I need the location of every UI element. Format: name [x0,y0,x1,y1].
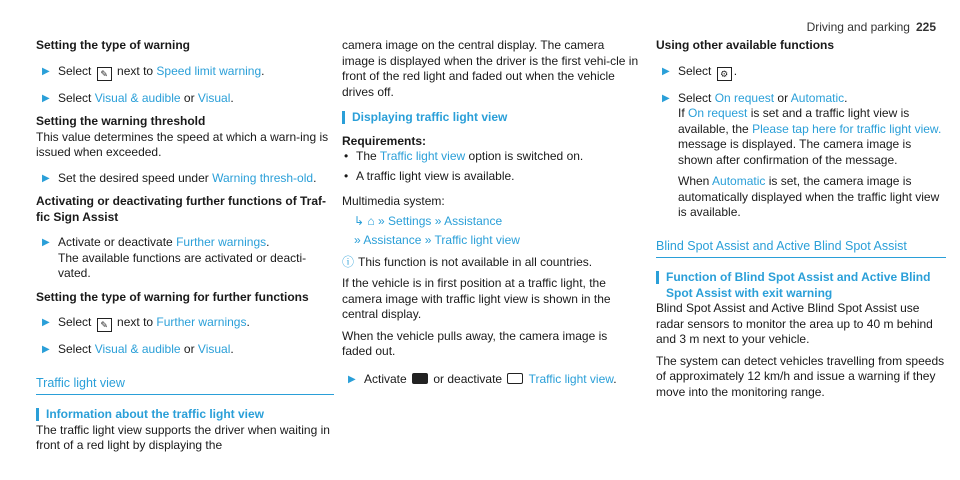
step-text: or [777,90,789,105]
punct: . [261,63,265,78]
note-availability [342,255,640,271]
step-arrow-icon: ▶ [348,373,356,385]
chapter-title: Driving and parking [806,20,910,34]
step-result: The available functions are activated or deacti-vated. [58,250,307,280]
heading-requirements: Requirements: [342,133,427,148]
punct: . [230,90,234,105]
step-text: message is displayed. The camera image is shown after confirmation of the message. [678,137,912,167]
menu-item-settings[interactable]: Settings [388,213,432,228]
step-text: is set, the camera image is automatically displayed when the traffic light view is available. [678,174,940,219]
option-automatic[interactable]: Automatic [712,174,766,188]
step-select-gear [656,64,946,81]
step-select-visual [36,91,334,107]
step-arrow-icon: ▶ [662,65,670,77]
column-middle [342,38,640,387]
column-right [656,38,946,400]
step-text: or [183,90,195,105]
option-visual[interactable]: Visual [197,90,231,105]
step-text: Select [58,90,92,105]
section-traffic-light-view: Traffic light view [36,376,334,396]
paragraph-system: The system can detect vehicles travelling from speeds of approximately 12 km/h and issue a warning if they move into the monitoring range. [656,353,945,399]
toggle-traffic-light-view[interactable]: Traffic light view [528,371,614,386]
heading-other-functions: Using other available functions [656,38,835,52]
requirement-item [342,149,640,165]
toggle-further-warnings[interactable]: Further warnings [176,235,267,249]
heading-warning-type: Setting the type of warning [36,38,191,52]
subheading-info-tlv: Information about the traffic light view [36,407,334,423]
step-text: Select [58,342,92,356]
section-blind-spot-assist: Blind Spot Assist and Active Blind Spot Assist [656,239,946,259]
menu-item-speed-limit-warning[interactable]: Speed limit warning [156,63,262,78]
paragraph-info-tlv: The traffic light view supports the driver when waiting in front of a red light by displaying the [36,422,330,452]
option-on-request[interactable]: On request [714,90,775,105]
heading-further-functions: Activating or deactivating further functions of Traf-fic Sign Assist [36,194,327,224]
step-activate-tlv [342,372,640,388]
step-arrow-icon: ▶ [42,92,50,104]
menu-item-assistance[interactable]: Assistance [444,213,503,228]
heading-warning-type-further: Setting the type of warning for further functions [36,289,309,304]
paragraph-threshold: This value determines the speed at which a warn-ing is issued when exceeded. [36,129,329,159]
paragraph-tlv-continued: camera image on the central display. The camera image is displayed when the driver is the first vehi-cle in front of the red light and faded out when the vehicle drives off. [342,38,639,99]
req-text: A traffic light view is available. [356,168,515,183]
note-text: This function is not available in all countries. [358,254,593,269]
step-text: next to [117,315,154,329]
multimedia-label: Multimedia system: [342,194,445,208]
punct: . [613,371,617,386]
step-set-speed [36,171,334,187]
chevron-right-icon: » [424,233,432,247]
info-icon: ⓘ [342,254,355,269]
pencil-icon: ✎ [97,67,112,81]
option-visual[interactable]: Visual [197,342,231,356]
toggle-off-icon [507,373,523,384]
menu-item-warning-threshold[interactable]: Warning thresh-old [212,170,314,185]
option-traffic-light-view[interactable]: Traffic light view [379,149,466,163]
punct: . [246,315,250,329]
punct: . [844,90,848,105]
step-arrow-icon: ▶ [42,172,50,184]
bullet: • [344,149,349,163]
req-text: option is switched on. [468,149,584,163]
option-on-request[interactable]: On request [688,106,748,120]
menu-item-assistance[interactable]: Assistance [363,233,422,247]
step-select-pencil-further [36,315,334,332]
step-text: Activate [364,371,407,386]
paragraph-first-position: If the vehicle is in first position at a traffic light, the camera image with traffic light view is shown in the central display. [342,276,611,321]
message-tap-tlv[interactable]: Please tap here for traffic light view. [752,121,942,136]
page-header [807,20,936,34]
step-text: Select [678,90,712,105]
paragraph-radar: Blind Spot Assist and Active Blind Spot Assist use radar sensors to monitor the area up to 40 m behind and 3 m next to your vehicle. [656,301,933,346]
menu-item-further-warnings[interactable]: Further warnings [156,315,247,329]
punct: . [230,342,234,356]
step-text: or deactivate [433,371,503,386]
requirement-item [342,169,640,185]
option-visual-audible[interactable]: Visual & audible [94,342,181,356]
step-text: Activate or deactivate [58,235,173,249]
step-arrow-icon: ▶ [662,92,670,104]
step-arrow-icon: ▶ [42,65,50,77]
menu-path-continued [342,233,640,249]
step-text: Select [678,63,712,78]
home-icon[interactable]: ⌂ [367,213,375,228]
step-text: or [183,342,195,356]
gear-icon[interactable]: ⚙ [717,67,732,81]
step-further-warnings [36,235,334,282]
step-arrow-icon: ▶ [42,344,50,355]
step-select-visual-further [36,342,334,358]
chevron-right-icon: » [354,233,361,247]
step-arrow-icon: ▶ [42,237,50,248]
chevron-right-icon: » [378,213,385,228]
bullet: • [344,168,349,183]
path-arrow-icon: ↳ [354,213,365,228]
heading-warning-threshold: Setting the warning threshold [36,114,206,128]
pencil-icon: ✎ [97,318,112,332]
step-text: next to [117,63,154,78]
step-text: If [678,106,685,120]
menu-path [342,214,640,230]
subheading-display-tlv: Displaying traffic light view [342,110,640,126]
step-text: is set and a traffic light view is available, the [678,106,910,136]
step-text: Select [58,63,92,78]
column-left [36,38,334,454]
step-text: Set the desired speed under [58,170,209,185]
req-text: The [356,149,377,163]
step-text: When [678,174,710,188]
punct: . [313,170,317,185]
punct: . [266,235,270,249]
menu-item-traffic-light-view[interactable]: Traffic light view [434,233,520,247]
step-automatic-info [656,174,946,221]
step-arrow-icon: ▶ [42,317,50,328]
paragraph-pulls-away: When the vehicle pulls away, the camera image is faded out. [342,328,608,358]
option-visual-audible[interactable]: Visual & audible [94,90,181,105]
chevron-right-icon: » [434,213,442,228]
page-number: 225 [915,20,936,34]
option-automatic[interactable]: Automatic [790,90,845,105]
punct: . [733,63,738,78]
step-select-pencil [36,64,334,81]
step-text: Select [58,315,92,329]
step-select-mode [656,91,946,169]
toggle-on-icon [412,373,428,384]
subheading-bsa-function: Function of Blind Spot Assist and Active Blind Spot Assist with exit warning [656,270,946,301]
